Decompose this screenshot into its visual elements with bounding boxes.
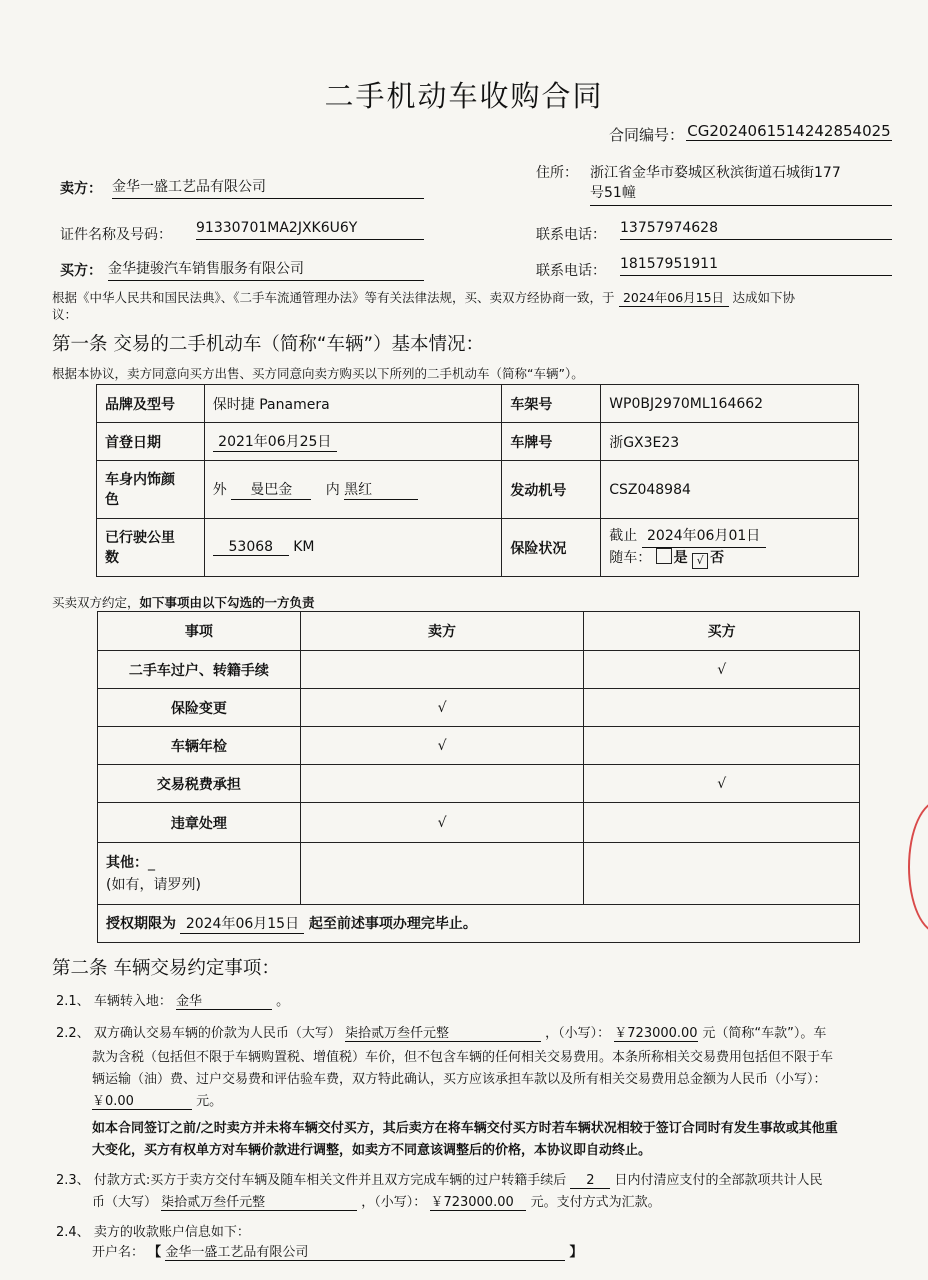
authorization-row: 授权期限为 2024年06月15日 起至前述事项办理完毕止。 [98, 905, 860, 943]
seller-name: 金华一盛工艺品有限公司 [112, 176, 424, 199]
seller-phone: 13757974628 [620, 220, 892, 240]
vehicle-table: 品牌及型号 保时捷 Panamera 车架号 WP0BJ2970ML164662 首登日期 2021年06月25日 车牌号 浙GX3E23 车身内饰颜 色 外 曼巴金 内 黑红 发动机号 CSZ048984 已行驶公里 数 53068 KM 保险状况 截止 2024年06月01日 随车： 是 √ 否 [96, 384, 859, 577]
article-2-title: 第二条 车辆交易约定事项： [52, 958, 280, 979]
agreement-label: 买卖双方约定，如下事项由以下勾选的一方负责 [52, 595, 315, 610]
intro-text-end: 议： [52, 307, 78, 322]
vin-label: 车架号 [502, 385, 601, 423]
article-1-title: 第一条 交易的二手机动车（简称“车辆”）基本情况： [52, 334, 485, 355]
duty-head-seller: 卖方 [300, 612, 584, 651]
duty-check-seller: √ [300, 803, 584, 843]
duty-check-seller [300, 651, 584, 689]
section-2-2-fee: ￥0.00 元。 [92, 1090, 222, 1110]
reg-date-value: 2021年06月25日 [213, 431, 337, 452]
seal-stamp [908, 800, 928, 934]
engine-label: 发动机号 [502, 461, 601, 519]
section-2-2-line2: 款为含税（包括但不限于车辆购置税、增值税）车价，但不包含车辆的任何相关交易费用。本条所称相关交易费用包括但不限于车 [92, 1050, 834, 1065]
intro-text: 根据《中华人民共和国民法典》、《二手车流通管理办法》等有关法律法规，买、卖双方经协商一致，于 2024年06月15日 达成如下协 [52, 290, 795, 305]
section-2-2-line1: 2.2、 双方确认交易车辆的价款为人民币（大写） 柒拾贰万叁仟元整 ，（小写）： ￥723000.00 元（简称“车款”）。车 [56, 1022, 826, 1042]
account-holder: 金华一盛工艺品有限公司 [165, 1241, 565, 1261]
contract-title: 二手机动车收购合同 [324, 79, 604, 113]
plate-value: 浙GX3E23 [601, 423, 859, 461]
insurance-label: 保险状况 [502, 519, 601, 577]
duty-check-buyer [584, 803, 860, 843]
duty-check-buyer: √ [584, 765, 860, 803]
plate-label: 车牌号 [502, 423, 601, 461]
seller-phone-label: 联系电话： [536, 227, 606, 243]
duty-check-seller: √ [300, 727, 584, 765]
color-label: 车身内饰颜 色 [97, 461, 205, 519]
buyer-label: 买方： [60, 263, 102, 279]
authorization-date: 2024年06月15日 [180, 913, 304, 934]
transfer-location: 金华 [176, 990, 272, 1010]
duty-check-buyer: √ [584, 651, 860, 689]
reg-date-label: 首登日期 [97, 423, 205, 461]
table-row: 车辆年检 √ [98, 727, 860, 765]
table-row-other: 其他：_ (如有，请罗列) [98, 843, 860, 905]
checkbox-no[interactable]: √ [692, 553, 708, 569]
engine-value: CSZ048984 [601, 461, 859, 519]
bold-clause-line2: 大变化，买方有权单方对车辆价款进行调整，如卖方不同意该调整后的价格，本协议即自动终止。 [92, 1143, 652, 1158]
exterior-color: 曼巴金 [231, 479, 311, 500]
account-holder-line: 开户名： 【 金华一盛工艺品有限公司 】 [92, 1241, 582, 1261]
contract-no-label: 合同编号： [609, 126, 685, 144]
payment-lower: ￥723000.00 [430, 1191, 526, 1211]
table-row: 二手车过户、转籍手续 √ [98, 651, 860, 689]
table-row: 保险变更 √ [98, 689, 860, 727]
duty-check-buyer [584, 689, 860, 727]
mileage-unit: KM [293, 539, 315, 555]
id-value: 91330701MA2JXK6U6Y [196, 220, 424, 240]
table-row: 交易税费承担 √ [98, 765, 860, 803]
seller-label: 卖方： [60, 181, 102, 197]
price-upper: 柒拾贰万叁仟元整 [345, 1022, 541, 1042]
mileage-value: 53068 [213, 539, 289, 556]
duty-check-seller [300, 765, 584, 803]
section-2-1: 2.1、 车辆转入地： 金华 。 [56, 990, 289, 1010]
section-2-3-line2: 币（大写） 柒拾贰万叁仟元整 ，（小写）： ￥723000.00 元。支付方式为汇款。 [92, 1191, 661, 1211]
brand-value: 保时捷 Panamera [204, 385, 502, 423]
fee-value: ￥0.00 [92, 1090, 192, 1110]
bold-clause-line1: 如本合同签订之前/之时卖方并未将车辆交付买方，其后卖方在将车辆交付买方时若车辆状况相较于签订合同时有发生事故或其他重 [92, 1121, 838, 1136]
address-label: 住所： [536, 165, 578, 181]
brand-label: 品牌及型号 [97, 385, 205, 423]
section-2-2-line3: 辆运输（油）费、过户交易费和评估验车费，双方特此确认，买方应该承担车款以及所有相关交易费用总金额为人民币（小写）： [92, 1072, 827, 1087]
insurance-date: 2024年06月01日 [642, 526, 766, 548]
payment-upper: 柒拾贰万叁仟元整 [161, 1191, 357, 1211]
mileage-label: 已行驶公里 数 [97, 519, 205, 577]
duty-table [97, 611, 860, 943]
buyer-name: 金华捷骏汽车销售服务有限公司 [108, 258, 424, 281]
duty-check-seller: √ [300, 689, 584, 727]
intro-date: 2024年06月15日 [619, 288, 729, 307]
section-2-4: 2.4、 卖方的收款账户信息如下： [56, 1225, 250, 1240]
id-label: 证件名称及号码： [60, 227, 172, 243]
address-line1: 浙江省金华市婺城区秋滨街道石城街177 [590, 165, 841, 181]
buyer-phone-label: 联系电话： [536, 263, 606, 279]
section-2-3-line1: 2.3、 付款方式:买方于卖方交付车辆及随车相关文件并且双方完成车辆的过户转籍手续后 2 日内付清应支付的全部款项共计人民 [56, 1173, 823, 1188]
duty-check-buyer [584, 727, 860, 765]
interior-color: 黑红 [344, 479, 418, 500]
price-lower: ￥723000.00 [614, 1022, 698, 1042]
vin-value: WP0BJ2970ML164662 [601, 385, 859, 423]
article-1-intro: 根据本协议，卖方同意向买方出售、买方同意向卖方购买以下所列的二手机动车（简称“车辆”）。 [52, 366, 584, 381]
payment-days: 2 [570, 1173, 610, 1189]
address-line2: 号51幢 [590, 182, 892, 206]
duty-head-buyer: 买方 [584, 612, 860, 651]
checkbox-yes[interactable] [656, 548, 672, 564]
duty-head-item: 事项 [98, 612, 301, 651]
buyer-phone: 18157951911 [620, 256, 892, 276]
contract-no: CG2024061514242854025 [687, 122, 891, 140]
table-row: 违章处理 √ [98, 803, 860, 843]
